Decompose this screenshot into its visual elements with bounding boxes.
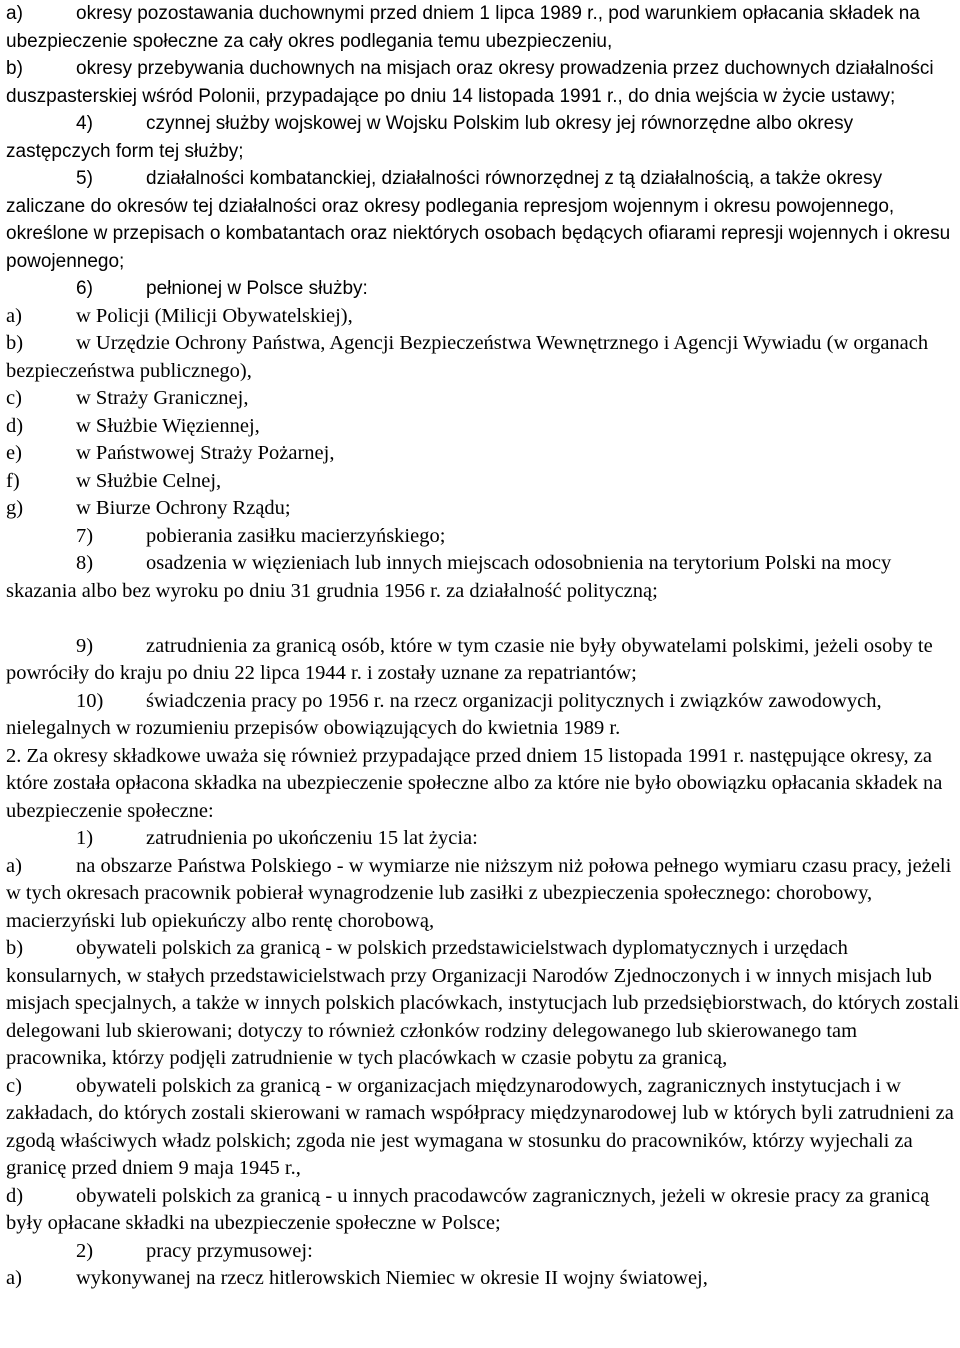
marker: 10)	[76, 689, 104, 712]
section-2-point-1d	[6, 1183, 960, 1238]
marker: c)	[6, 1074, 22, 1097]
marker: f)	[6, 469, 20, 492]
marker: e)	[6, 442, 22, 464]
marker: a)	[6, 1267, 22, 1289]
marker: 2)	[76, 1239, 94, 1262]
paragraph-text: obywateli polskich za granicą - w polskich przedstawicielstwach dyplomatycznych i urzędach konsularnych, w stałych przedstawicielstwach przy Organizacji Narodów Zjednoczonych i w innych misjach lub misjach specjalnych, a także w innych polskich placówkach, instytucjach lub przedsiębiorstwach, do których zostali delegowani lub skierowani; dotyczy to również członków rodziny delegowanego lub skierowanego tam pracownika, którzy podjęli zatrudnienie w tych placówkach w czasie pobytu za granicą,	[6, 937, 959, 1069]
paragraph-text: pobierania zasiłku macierzyńskiego;	[146, 524, 446, 547]
paragraph-text: wykonywanej na rzecz hitlerowskich Niemiec w okresie II wojny światowej,	[76, 1267, 708, 1289]
paragraph-text: okresy pozostawania duchownymi przed dniem 1 lipca 1989 r., pod warunkiem opłacania składek na ubezpieczenie społeczne za cały okres podlegania temu ubezpieczeniu,	[6, 3, 920, 52]
marker: c)	[6, 387, 22, 409]
marker: 4)	[76, 113, 93, 134]
section-2-point-1c	[6, 1073, 960, 1183]
paragraph-text: czynnej służby wojskowej w Wojsku Polskim lub okresy jej równorzędne albo okresy zastępczych form tej służby;	[6, 113, 854, 162]
paragraph-text: pełnionej w Polsce służby:	[146, 278, 368, 299]
paragraph-text: w Urzędzie Ochrony Państwa, Agencji Bezpieczeństwa Wewnętrznego i Agencji Wywiadu (w organach bezpieczeństwa publicznego),	[6, 332, 929, 382]
marker: d)	[6, 1184, 24, 1207]
section-2-point-1	[6, 825, 960, 853]
marker: g)	[6, 497, 24, 519]
paragraph-8	[6, 550, 960, 605]
paragraph-text: obywateli polskich za granicą - w organizacjach międzynarodowych, zagranicznych instytucjach i w zakładach, do których zostali skierowani w ramach współpracy międzynarodowej lub w których byli zatrudnieni za zgodą właściwych władz polskich; zgoda nie jest wymagana w stosunku do pracowników, którzy wyjechali za granicę przed dniem 9 maja 1945 r.,	[6, 1074, 954, 1179]
paragraph-text: na obszarze Państwa Polskiego - w wymiarze nie niższym niż połowa pełnego wymiaru czasu pracy, jeżeli w tych okresach pracownik pobierał wynagrodzenie lub zasiłki z ubezpieczenia społecznego: chorobowy, macierzyński lub opiekuńczy albo rentę chorobową,	[6, 854, 952, 932]
paragraph-text: zatrudnienia za granicą osób, które w tym czasie nie były obywatelami polskimi, jeżeli osoby te powróciły do kraju po dniu 22 lipca 1944 r. i zostały uznane za repatriantów;	[6, 634, 933, 684]
paragraph-text: pracy przymusowej:	[146, 1239, 313, 1262]
paragraph-9	[6, 633, 960, 688]
paragraph-6b	[6, 330, 960, 385]
paragraph-5	[6, 165, 960, 275]
paragraph-text: okresy przebywania duchownych na misjach oraz okresy prowadzenia przez duchownych działalności duszpasterskiej wśród Polonii, przypadające po dniu 14 listopada 1991 r., do dnia wejścia w życie ustawy;	[6, 58, 934, 107]
paragraph-text: 2. Za okresy składkowe uważa się również przypadające przed dniem 15 listopada 1991 r. następujące okresy, za które została opłacona składka na ubezpieczenie społeczne albo za które nie było obowiązku opłacania składek na ubezpieczenie społeczne:	[6, 744, 943, 822]
paragraph-text: świadczenia pracy po 1956 r. na rzecz organizacji politycznych i związków zawodowych, nielegalnych w rozumieniu przepisów obowiązujących do kwietnia 1989 r.	[6, 689, 882, 739]
paragraph-6c	[6, 385, 960, 413]
paragraph-text: w Biurze Ochrony Rządu;	[76, 497, 291, 519]
paragraph-10	[6, 688, 960, 743]
marker: 1)	[76, 827, 94, 849]
paragraph-text: w Służbie Więziennej,	[76, 414, 260, 437]
paragraph-b1	[6, 55, 960, 110]
paragraph-6	[6, 275, 960, 303]
marker: a)	[6, 304, 22, 327]
section-2-point-2	[6, 1238, 960, 1266]
paragraph-6d	[6, 413, 960, 441]
section-2-point-2a	[6, 1265, 960, 1293]
paragraph-a1	[6, 0, 960, 55]
paragraph-6f	[6, 468, 960, 496]
paragraph-text: zatrudnienia po ukończeniu 15 lat życia:	[146, 827, 478, 849]
blank-line	[6, 605, 960, 633]
marker: b)	[6, 332, 24, 354]
paragraph-text: osadzenia w więzieniach lub innych miejscach odosobnienia na terytorium Polski na mocy skazania albo bez wyroku po dniu 31 grudnia 1956 r. za działalność polityczną;	[6, 552, 892, 602]
paragraph-6a	[6, 303, 960, 331]
paragraph-text: w Państwowej Straży Pożarnej,	[76, 442, 335, 464]
paragraph-text: w Służbie Celnej,	[76, 469, 222, 492]
marker: 9)	[76, 634, 94, 657]
paragraph-text: obywateli polskich za granicą - u innych pracodawców zagranicznych, jeżeli w okresie pracy za granicą były opłacane składki na ubezpieczenie społeczne w Polsce;	[6, 1184, 930, 1234]
paragraph-7	[6, 523, 960, 551]
marker: d)	[6, 414, 24, 437]
paragraph-6e	[6, 440, 960, 468]
marker: 5)	[76, 168, 93, 189]
paragraph-text: działalności kombatanckiej, działalności równorzędnej z tą działalnością, a także okresy zaliczane do okresów tej działalności oraz okresy podlegania represjom wojennym i okresu powojennego, określone w przepisach o kombatantach oraz niektórych osobach będących ofiarami represji wojennych i okresu powojennego;	[6, 168, 951, 272]
marker: 8)	[76, 552, 94, 574]
marker: 7)	[76, 524, 94, 547]
marker: b)	[6, 58, 23, 79]
paragraph-text: w Straży Granicznej,	[76, 387, 249, 409]
paragraph-6g	[6, 495, 960, 523]
paragraph-text: w Policji (Milicji Obywatelskiej),	[76, 304, 353, 327]
paragraph-4	[6, 110, 960, 165]
section-2-intro	[6, 743, 960, 826]
section-2-point-1a	[6, 853, 960, 936]
marker: a)	[6, 854, 22, 877]
marker: b)	[6, 937, 24, 959]
marker: 6)	[76, 278, 93, 299]
section-2-point-1b	[6, 935, 960, 1073]
marker: a)	[6, 3, 23, 24]
